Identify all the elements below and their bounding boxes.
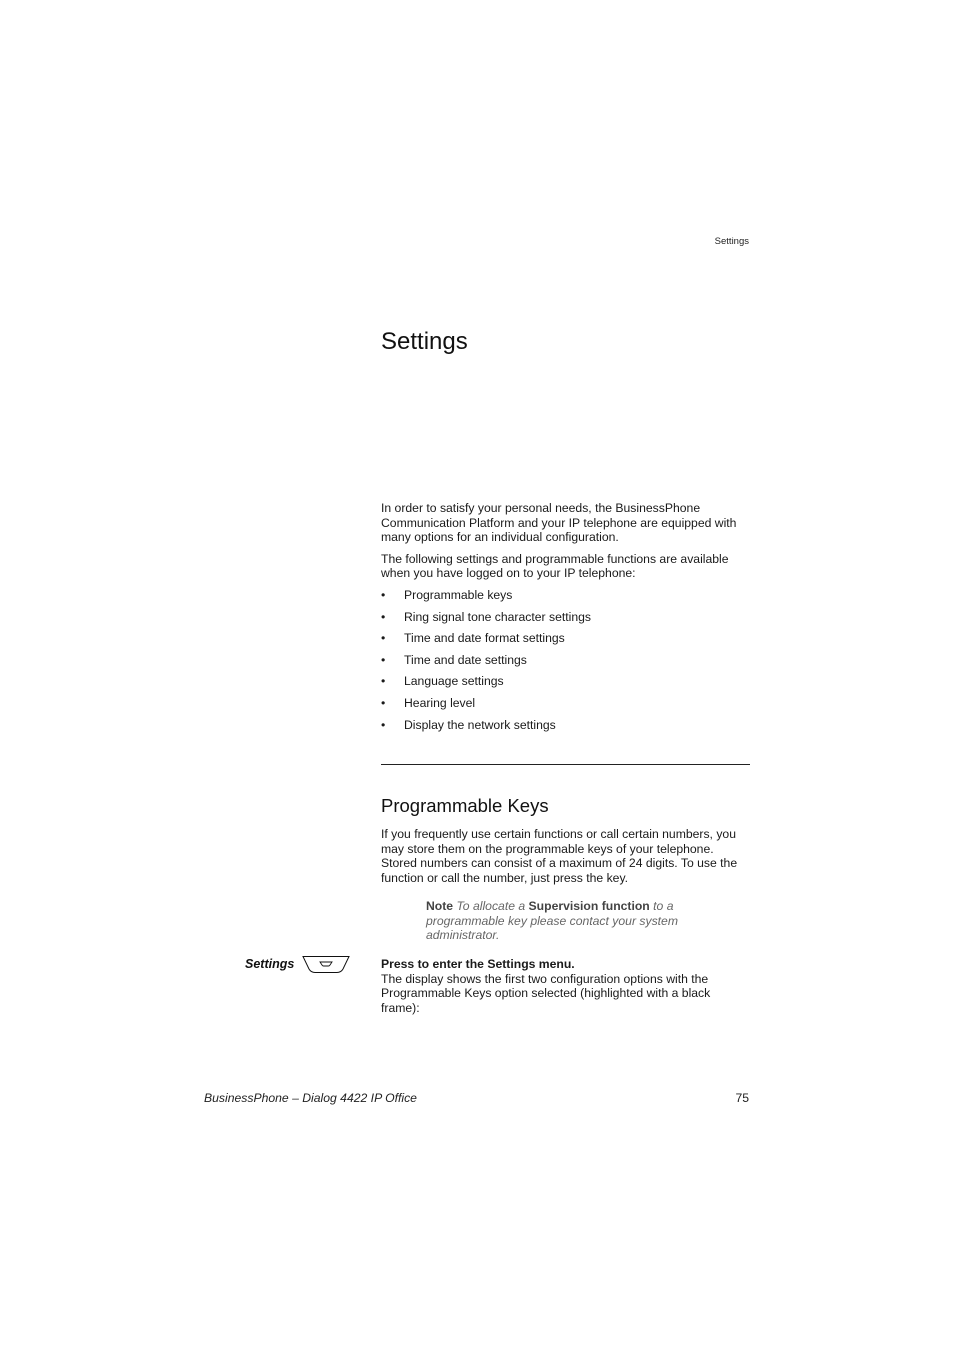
list-item-label: Display the network settings (404, 717, 556, 732)
note-text-after: to a programmable key please contact your system administrator. (426, 899, 678, 943)
step-key-label: Settings (245, 957, 295, 971)
bullet-icon: • (381, 631, 386, 646)
softkey-icon (302, 955, 350, 974)
list-item (381, 718, 751, 740)
list-item-label: Hearing level (404, 695, 476, 710)
settings-list (381, 588, 751, 739)
list-item-label: Time and date settings (404, 652, 527, 667)
footer-document-title: BusinessPhone – Dialog 4422 IP Office (204, 1091, 417, 1105)
section-paragraph: If you frequently use certain functions or call certain numbers, you may store them on the programmable keys of your telephone. Stored numbers can consist of a maximum of 24 digits. To use the function or call the number, just press the key. (381, 827, 738, 885)
step-heading: Press to enter the Settings menu. (381, 957, 575, 971)
list-item-label: Time and date format settings (404, 631, 565, 646)
bullet-icon: • (381, 674, 386, 689)
bullet-icon: • (381, 609, 386, 624)
intro-paragraph: The following settings and programmable functions are available when you have logged on to your IP telephone: (381, 551, 729, 581)
list-item (381, 610, 751, 632)
running-header: Settings (714, 236, 749, 247)
note-box (426, 899, 726, 943)
list-item-label: Programmable keys (404, 587, 513, 602)
list-item (381, 588, 751, 610)
list-item-label: Language settings (404, 674, 504, 689)
list-item (381, 653, 751, 675)
list-item (381, 631, 751, 653)
step-description: The display shows the first two configuration options with the Programmable Keys option selected (highlighted with a black frame): (381, 971, 711, 1015)
list-item-label: Ring signal tone character settings (404, 609, 591, 624)
section-divider (381, 764, 750, 765)
intro-paragraph: In order to satisfy your personal needs, the BusinessPhone Communication Platform and your IP telephone are equipped with many options for an individual configuration. (381, 501, 737, 545)
note-label: Note (426, 899, 454, 913)
section-title: Programmable Keys (381, 795, 549, 816)
bullet-icon: • (381, 587, 386, 602)
section-body (381, 827, 751, 885)
list-item (381, 674, 751, 696)
note-emphasis: Supervision function (528, 899, 650, 913)
page-number: 75 (735, 1091, 749, 1105)
bullet-icon: • (381, 717, 386, 732)
page-title: Settings (381, 328, 468, 355)
bullet-icon: • (381, 652, 386, 667)
note-text-before: To allocate a (456, 899, 526, 913)
list-item (381, 696, 751, 718)
bullet-icon: • (381, 695, 386, 710)
intro-section (381, 501, 751, 739)
step-instruction (381, 957, 751, 1015)
